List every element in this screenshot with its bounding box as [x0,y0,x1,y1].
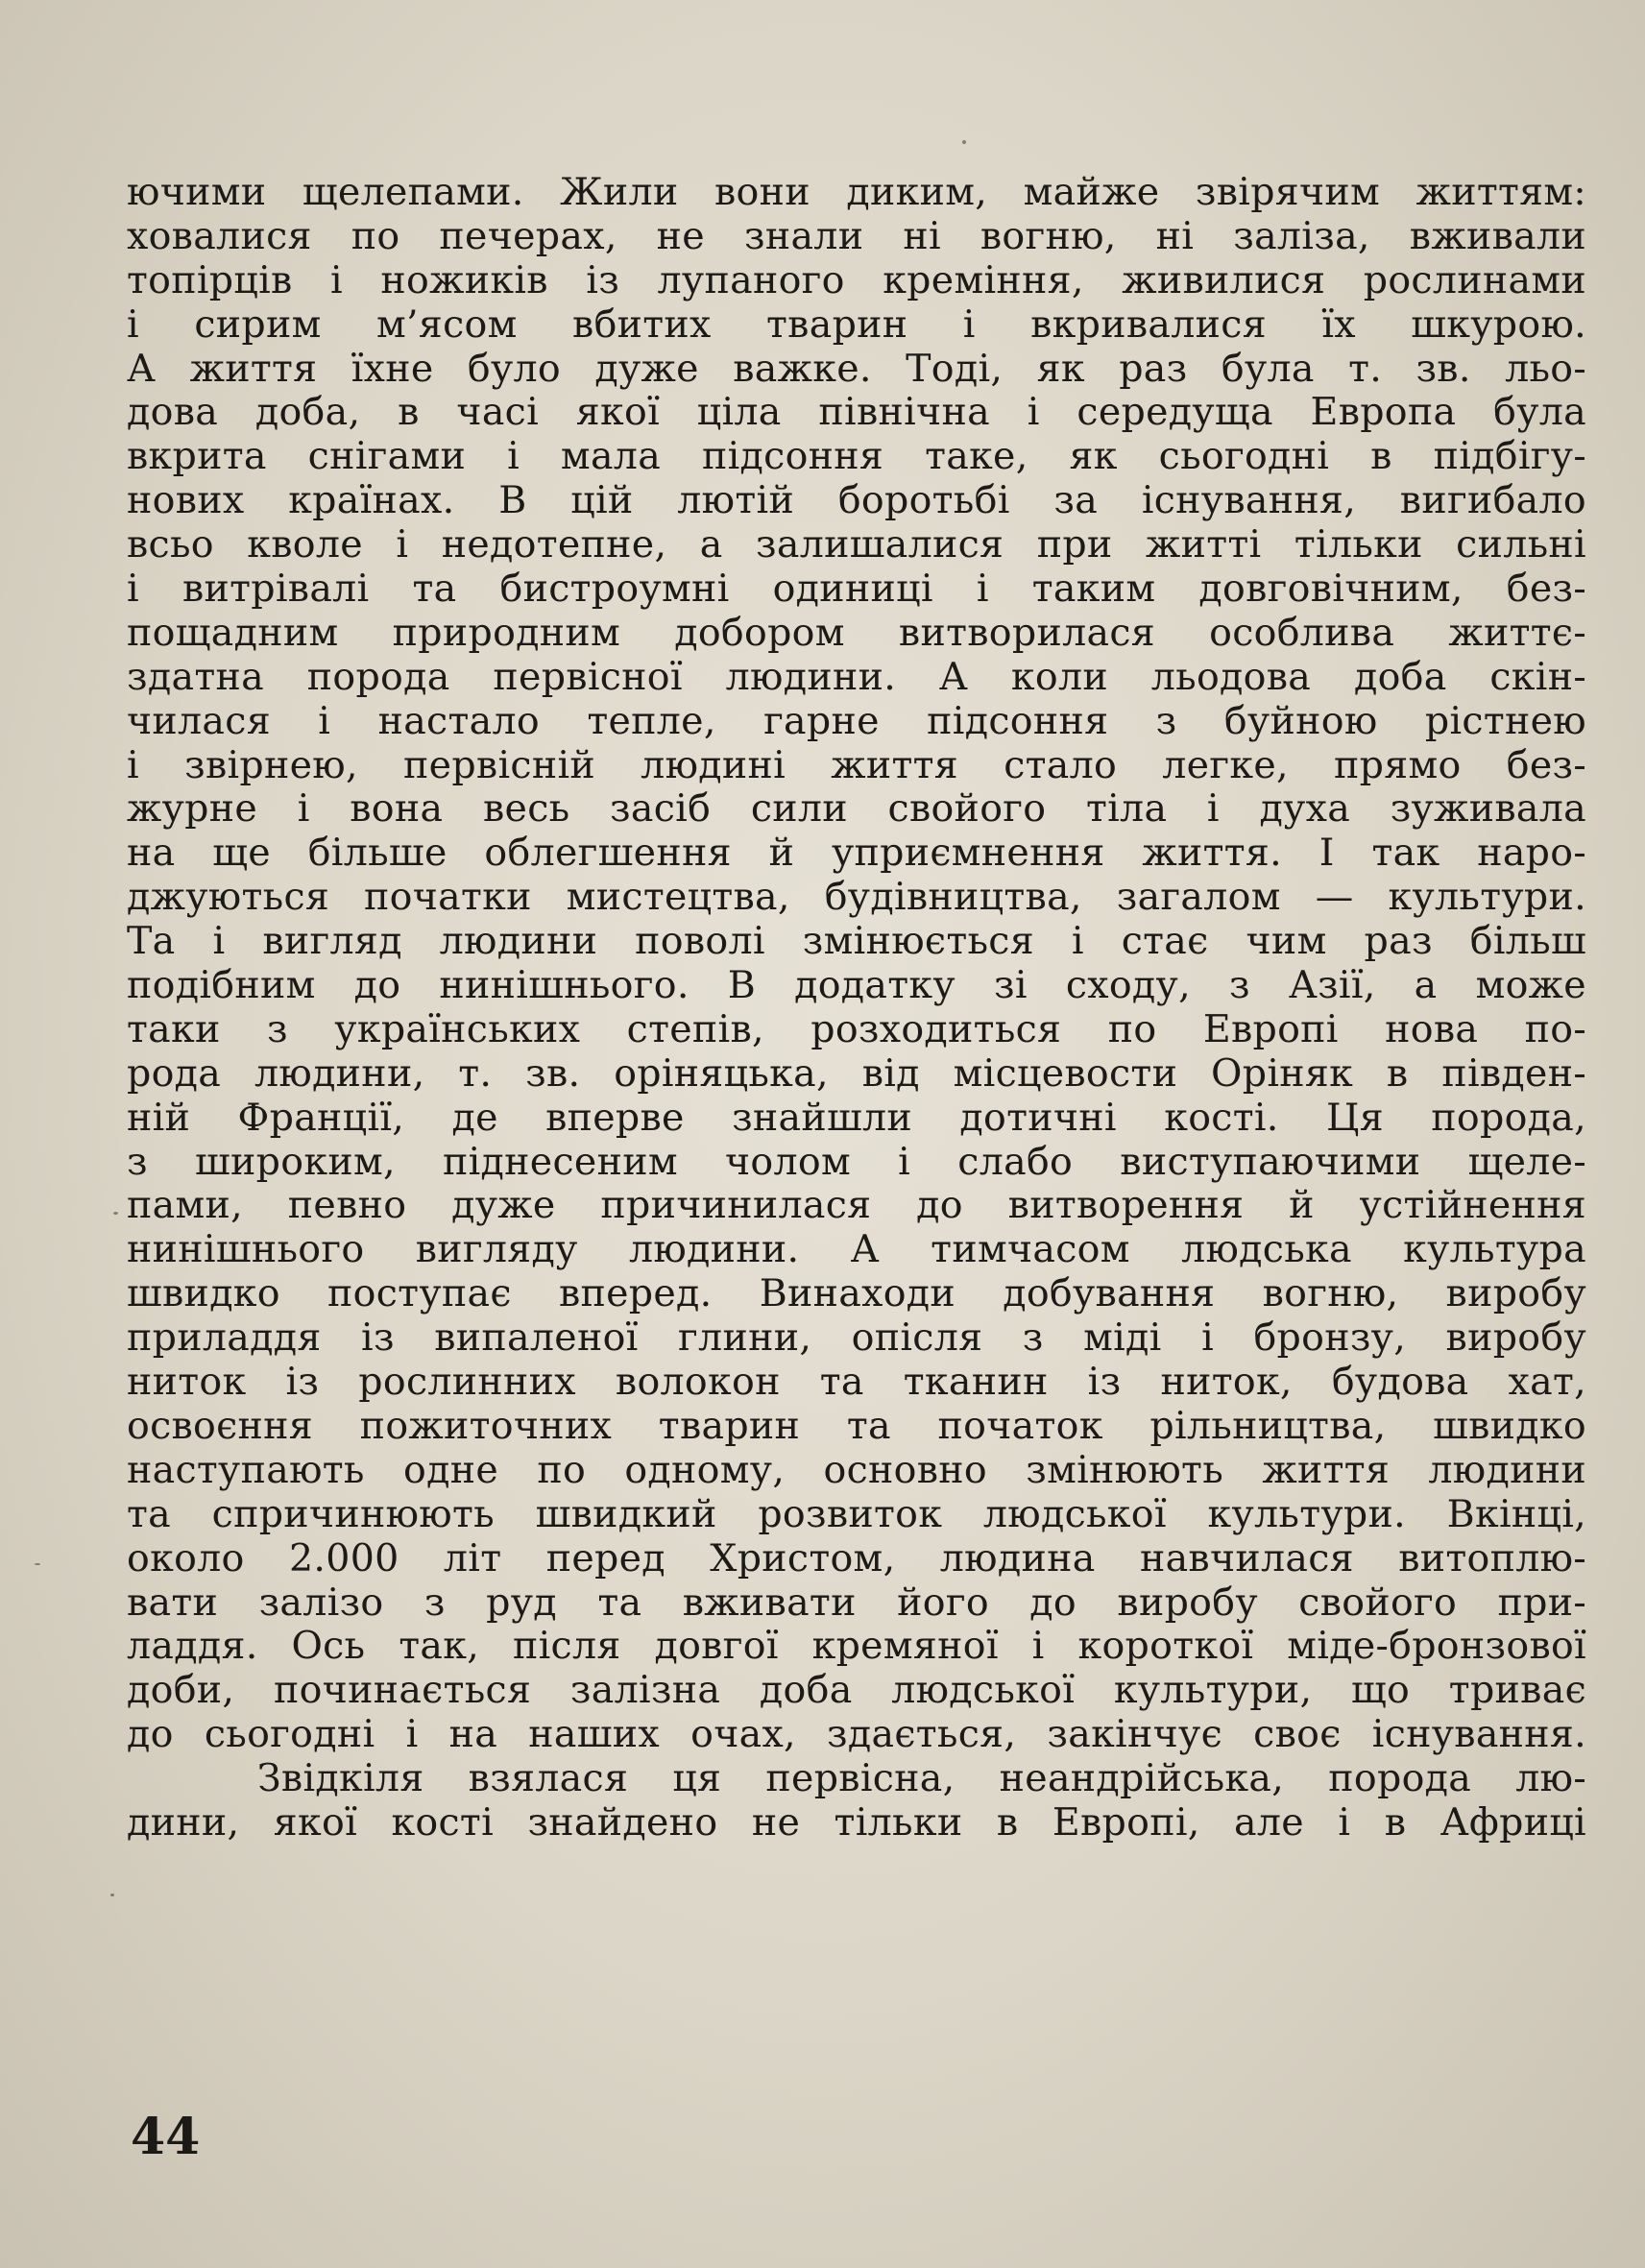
text-line: наступають одне по одному, основно змінюють життя людини [127,1447,1586,1492]
paper-speck [113,1212,118,1215]
text-line: вати залізо з руд та вживати його до виробу свойого при- [127,1580,1586,1625]
text-line: дини, якої кості знайдено не тільки в Европі, але і в Африці [127,1799,1586,1845]
page-number: 44 [131,2108,201,2166]
paper-speck [110,1894,114,1896]
text-line: і сирим м’ясом вбитих тварин і вкривалися їх шкурою. [127,302,1586,347]
paper-speck [962,140,966,144]
text-line: та спричинюють швидкий розвиток людської культури. Вкінці, [127,1491,1586,1536]
paper-speck [35,1563,40,1565]
text-line: приладдя із випаленої глини, опісля з міді і бронзу, виробу [127,1315,1586,1361]
text-line: і звірнею, первісній людині життя стало легке, прямо без- [127,742,1586,787]
text-line: ниток із рослинних волокон та тканин із ниток, будова хат, [127,1360,1586,1405]
text-line: пами, певно дуже причинилася до витворення й устійнення [127,1183,1586,1228]
text-line: журне і вона весь засіб сили свойого тіла і духа зуживала [127,786,1586,832]
text-line: ховалися по печерах, не знали ні вогню, ні заліза, вживали [127,213,1586,258]
text-line: Та і вигляд людини поволі змінюється і стає чим раз більш [127,919,1586,964]
text-line: доби, починається залізна доба людської культури, що триває [127,1668,1586,1713]
text-line: і витрівалі та бистроумні одиниці і таким довговічним, без- [127,567,1586,612]
text-line: таки з українських степів, розходиться по Европі нова по- [127,1006,1586,1051]
text-line: чилася і настало тепле, гарне підсоння з буйною рістнею [127,698,1586,743]
text-line: вкрита снігами і мала підсоння таке, як сьогодні в підбігу- [127,434,1586,479]
text-line: ючими щелепами. Жили вони диким, майже звірячим життям: [127,170,1586,214]
text-line: подібним до нинішнього. В додатку зі сходу, з Азії, а може [127,963,1586,1008]
text-line: нинішнього вигляду людини. А тимчасом людська культура [127,1227,1586,1272]
text-line: топірців і ножиків із лупаного креміння, живилися рослинами [127,257,1586,302]
text-line: ладдя. Ось так, після довгої кремяної і короткої міде-бронзової [127,1624,1586,1669]
text-line: швидко поступає вперед. Винаходи добування вогню, виробу [127,1271,1586,1316]
text-line: здатна порода первісної людини. А коли льодова доба скін- [127,654,1586,699]
text-line: А життя їхне було дуже важке. Тоді, як раз була т. зв. льо- [127,346,1586,391]
text-line: около 2.000 літ перед Христом, людина навчилася витоплю- [127,1535,1586,1580]
text-line: ній Франції, де вперве знайшли дотичні кості. Ця порода, [127,1095,1586,1140]
text-line: освоєння пожиточних тварин та початок рільництва, швидко [127,1403,1586,1448]
text-line: нових країнах. В цій лютій боротьбі за існування, вигибало [127,478,1586,523]
text-line: пощадним природним добором витворилася особлива життє- [127,610,1586,655]
text-line: джуються початки мистецтва, будівництва, загалом — культури. [127,875,1586,920]
text-line: до сьогодні і на наших очах, здається, закінчує своє існування. [127,1712,1586,1757]
text-line: всьо кволе і недотепне, а залишалися при житті тільки сильні [127,522,1586,567]
body-text [127,171,1586,1846]
paragraph-start-line: Звідкіля взялася ця первісна, неандрійська, порода лю- [257,1756,1586,1801]
text-line: дова доба, в часі якої ціла північна і середуща Европа була [127,390,1586,435]
text-line: рода людини, т. зв. оріняцька, від місцевости Оріняк в півден- [127,1050,1586,1096]
text-line: з широким, піднесеним чолом і слабо виступаючими щеле- [127,1139,1586,1184]
text-line: на ще більше облегшення й уприємнення життя. І так наро- [127,831,1586,876]
